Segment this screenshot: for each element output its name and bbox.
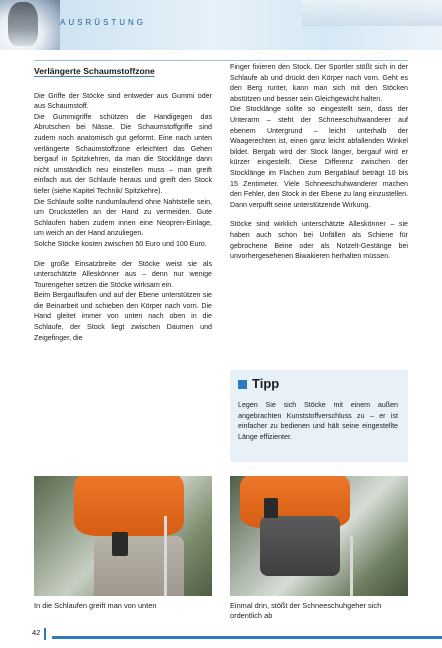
paragraph: Die Schlaufe sollte rundumlaufend ohne Nahtstelle sein, um Druckstellen an der Hand zu vermeiden. Gute Schlaufen haben zudem innen eine Neopren-Einlage, um weich an der Hand anzuliegen. (34, 197, 212, 238)
paragraph: Die Stocklänge sollte so eingestellt sein, dass der Unterarm – steht der Schneeschuhwanderer auf ebenem Untergrund – leicht unterhalb der Waagerechten ist, einen ganz leicht abfallenden Winkel bildet. Bergab wird der Stock länger, bergauf wird er kürzer eingestellt. Diese Differenz zwischen der Stocklänge im Flachen zum Bergablauf beträgt 10 bis 15 Zentimeter. Viele Schneeschuhwanderer machen den Fehler, den Stock in der Ebene zu lang einzustellen. Dann verpufft seine unterstützende Wirkung. (230, 105, 408, 209)
paragraph: Stöcke sind wirklich unterschätzte Alleskönner – sie haben auch schon bei Unfällen als Schiene für gebrochene Beine oder als Notzelt-Gestänge bei unvorhergesehenen Biwakieren herhalten müssen. (230, 220, 408, 261)
right-column (230, 62, 408, 262)
photo-pushing-off (230, 476, 408, 596)
top-divider (34, 60, 408, 61)
pants (94, 536, 184, 596)
pole (164, 516, 167, 596)
paragraph: Die Griffe der Stöcke sind entweder aus Gummi oder aus Schaumstoff. (34, 91, 212, 111)
page-marker (44, 628, 46, 640)
strap-hand (112, 532, 128, 556)
left-column (34, 62, 212, 343)
paragraph: Beim Bergauflaufen und auf der Ebene unterstützen sie die Beinarbeit und schieben den Körper nach vorn. Die Hand gleitet immer von unten nach oben in die Schlaufe, der Stock liegt zwischen Daumen und Zeigefinger, die (34, 291, 212, 342)
header-trees (302, 0, 442, 26)
paragraph: Finger fixieren den Stock. Der Sportler stößt sich in der Schlaufe ab und drückt den Körper nach vorn. Geht es den Berg runter, kann man sich mit den Stöcken abstützen und besser sein Gleichgewicht halten. (230, 63, 408, 103)
header-hiker-figure (8, 2, 38, 46)
section-label: AUSRÜSTUNG (60, 18, 147, 27)
orange-jacket (74, 476, 184, 536)
strap-hand (264, 498, 278, 518)
article-heading: Verlängerte Schaumstoffzone (34, 66, 155, 76)
tip-box (230, 370, 408, 462)
paragraph: Solche Stöcke kosten zwischen 50 Euro und 100 Euro. (34, 239, 207, 248)
tip-square-icon (238, 380, 247, 389)
tip-title: Tipp (252, 376, 280, 391)
caption-left: In die Schlaufen greift man von unten (34, 601, 157, 610)
pants (260, 516, 340, 576)
pole (350, 536, 353, 596)
paragraph: Die große Einsatzbreite der Stöcke weist sie als unterschätzte Alleskönner aus – denn nur wenige Tourengeher setzen die Stöcke wirksam ein. (34, 259, 212, 289)
caption-right: Einmal drin, stößt der Schneeschuhgeher sich ordentlich ab (230, 601, 382, 621)
paragraph: Die Gummigriffe schützen die Handigegen das Abrutschen bei Nässe. Die Schaumstoffgriffe sind zudem noch anatomisch gut geformt. Eine nach unten verlängerte Schaumstoffzone erleichtert das Gehen bergauf in Spitzkehren, da man die Stocklänge dann nicht umständlich neu einstellen muss – man greift einfach aus der Schlaufe heraus und greift den Stock tiefer (siehe Kapitel Technik/ Spitzkehre). (34, 112, 212, 195)
photo-hand-in-strap (34, 476, 212, 596)
page-number: 42 (32, 628, 41, 637)
bottom-rule (52, 636, 442, 639)
tip-text: Legen Sie sich Stöcke mit einem außen angebrachten Kunststoffverschluss zu – er ist einfacher zu bedienen und hält seine eingestellte Länge effizienter. (238, 401, 398, 441)
